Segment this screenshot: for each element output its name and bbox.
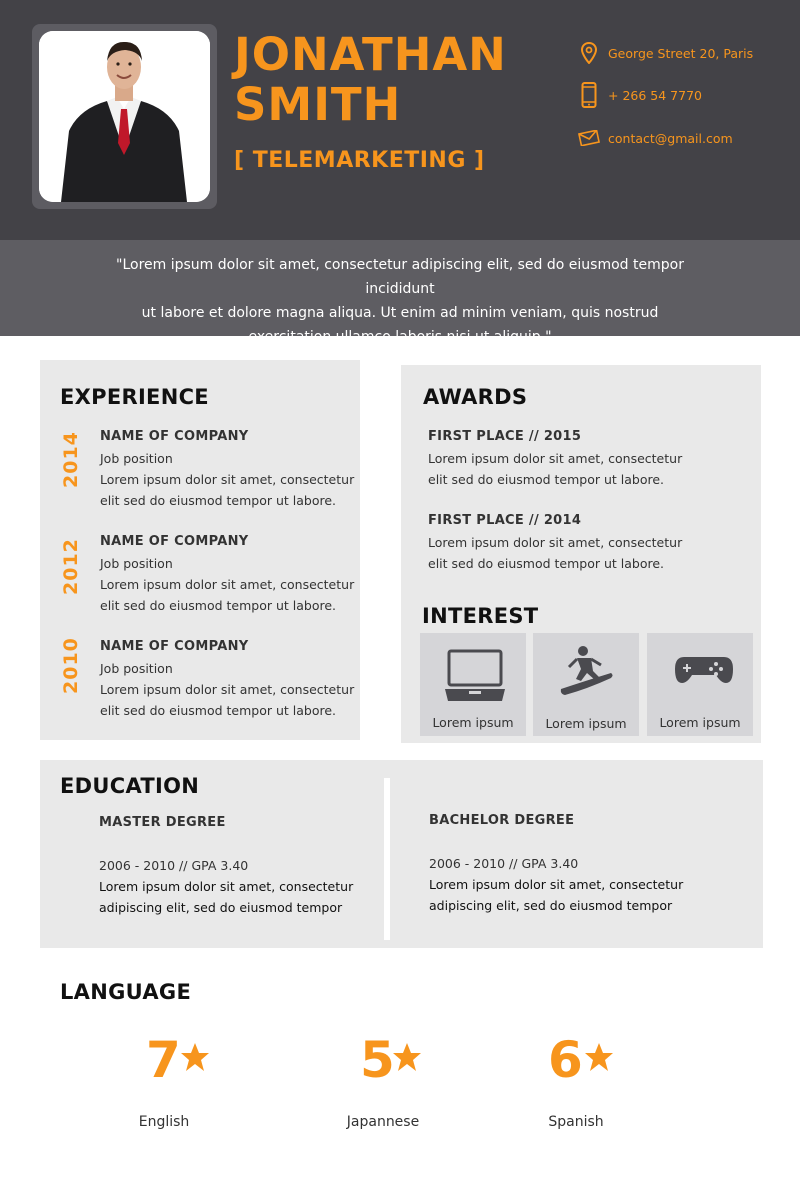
star-icon [584, 1042, 614, 1072]
education-title: EDUCATION [60, 774, 200, 798]
language-title: LANGUAGE [60, 980, 192, 1004]
award-desc-1b: elit sed do eiusmod tempor ut labore. [428, 472, 665, 487]
resume-header [0, 0, 800, 240]
star-icon [392, 1042, 422, 1072]
award-title-2: FIRST PLACE // 2014 [428, 513, 582, 528]
experience-year-1: 2014 [60, 431, 82, 488]
profile-photo [39, 31, 210, 202]
location-pin-icon [578, 40, 600, 66]
contact-email-text: contact@gmail.com [608, 130, 733, 146]
interest-title: INTEREST [422, 604, 539, 628]
contact-email [578, 125, 733, 151]
quote-line-2: ut labore et dolore magna aliqua. Ut enim ad minim veniam, quis nostrud [141, 305, 659, 321]
experience-position-3: Job position [100, 661, 173, 676]
quote-line-3: exercitation ullamco laboris nisi ut aliquip." [248, 329, 552, 345]
education-degree-2: BACHELOR DEGREE [429, 813, 575, 828]
language-name-japanese: Japannese [346, 1114, 420, 1130]
envelope-icon [578, 125, 600, 151]
experience-year-3: 2010 [60, 637, 82, 694]
interest-item-3 [647, 633, 753, 736]
contact-phone-text: + 266 54 7770 [608, 87, 702, 103]
awards-title: AWARDS [423, 385, 528, 409]
experience-desc-2b: elit sed do eiusmod tempor ut labore. [100, 598, 337, 613]
last-name: SMITH [234, 78, 402, 131]
experience-desc-2a: Lorem ipsum dolor sit amet, consectetur [100, 577, 355, 592]
education-divider [384, 778, 390, 940]
job-role: [ TELEMARKETING ] [234, 148, 485, 173]
interest-label-2: Lorem ipsum [545, 716, 627, 731]
education-meta-1: 2006 - 2010 // GPA 3.40 [99, 858, 249, 873]
language-score-english: 7 [146, 1031, 181, 1089]
contact-address-text: George Street 20, Paris [608, 45, 754, 61]
award-title-1: FIRST PLACE // 2015 [428, 429, 582, 444]
education-meta-2: 2006 - 2010 // GPA 3.40 [429, 856, 579, 871]
laptop-icon [444, 649, 506, 703]
gamepad-icon [674, 655, 734, 685]
education-desc-2a: Lorem ipsum dolor sit amet, consectetur [429, 877, 684, 892]
experience-desc-1a: Lorem ipsum dolor sit amet, consectetur [100, 472, 355, 487]
experience-year-2: 2012 [60, 538, 82, 595]
candidate-name [234, 30, 507, 130]
experience-position-1: Job position [100, 451, 173, 466]
award-desc-2a: Lorem ipsum dolor sit amet, consectetur [428, 535, 683, 550]
award-desc-1a: Lorem ipsum dolor sit amet, consectetur [428, 451, 683, 466]
award-desc-2b: elit sed do eiusmod tempor ut labore. [428, 556, 665, 571]
experience-desc-1b: elit sed do eiusmod tempor ut labore. [100, 493, 337, 508]
education-degree-1: MASTER DEGREE [99, 815, 226, 830]
experience-company-2: NAME OF COMPANY [100, 534, 249, 549]
star-icon [180, 1042, 210, 1072]
snowboard-icon [559, 645, 615, 697]
man-in-suit-portrait [39, 31, 210, 202]
interest-label-1: Lorem ipsum [432, 715, 514, 730]
language-score-spanish: 6 [548, 1031, 583, 1089]
interest-item-1 [420, 633, 526, 736]
summary-quote [0, 240, 800, 345]
quote-line-1: "Lorem ipsum dolor sit amet, consectetur adipiscing elit, sed do eiusmod tempor incididunt [116, 257, 684, 297]
language-name-spanish: Spanish [548, 1114, 604, 1130]
education-desc-1a: Lorem ipsum dolor sit amet, consectetur [99, 879, 354, 894]
interest-label-3: Lorem ipsum [659, 715, 741, 730]
experience-position-2: Job position [100, 556, 173, 571]
first-name: JONATHAN [234, 28, 507, 81]
experience-company-1: NAME OF COMPANY [100, 429, 249, 444]
interest-item-2 [533, 633, 639, 736]
experience-desc-3b: elit sed do eiusmod tempor ut labore. [100, 703, 337, 718]
experience-title: EXPERIENCE [60, 385, 209, 409]
contact-phone [578, 82, 702, 108]
language-score-japanese: 5 [360, 1031, 395, 1089]
contact-address [578, 40, 753, 66]
education-desc-2b: adipiscing elit, sed do eiusmod tempor [429, 898, 673, 913]
mobile-phone-icon [578, 82, 600, 108]
experience-desc-3a: Lorem ipsum dolor sit amet, consectetur [100, 682, 355, 697]
education-desc-1b: adipiscing elit, sed do eiusmod tempor [99, 900, 343, 915]
profile-photo-frame [32, 24, 217, 209]
experience-company-3: NAME OF COMPANY [100, 639, 249, 654]
language-name-english: English [138, 1114, 190, 1130]
